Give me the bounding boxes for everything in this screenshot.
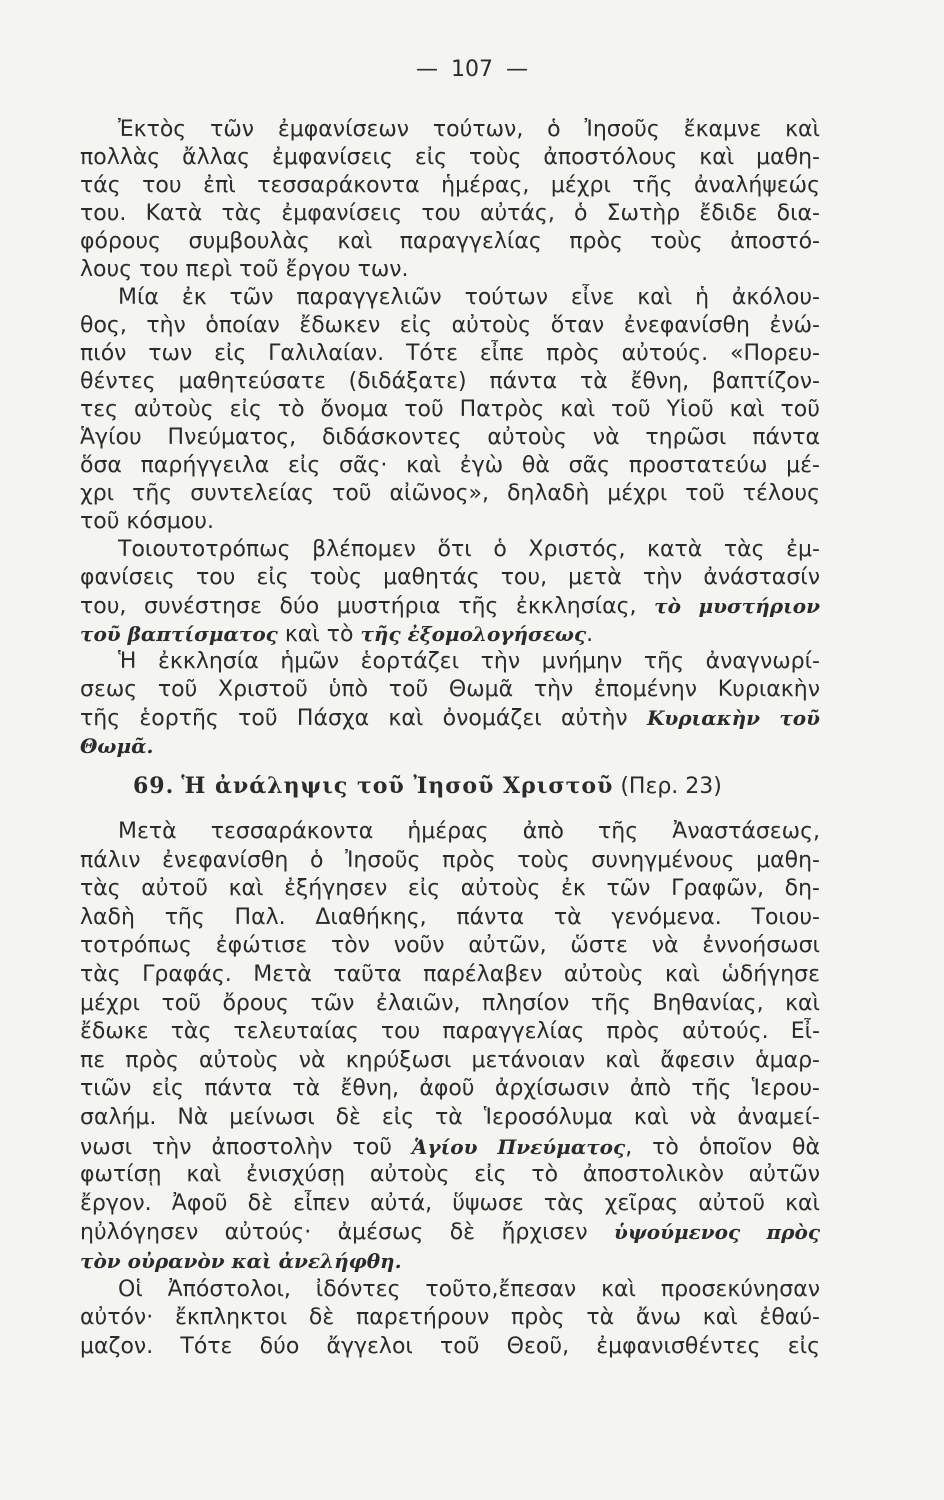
text-segment: ηὐλόγησεν αὐτούς· ἀμέσως δὲ ἤρχισεν bbox=[80, 1220, 615, 1246]
text-segment: πάλιν ἐνεφανίσθη ὁ Ἰησοῦς πρὸς τοὺς συνηγμένους μαθη- bbox=[80, 847, 820, 873]
text-line bbox=[80, 368, 820, 396]
text-line bbox=[80, 1304, 820, 1333]
text-line bbox=[80, 1133, 820, 1162]
emphasis-text: Κυριακὴν τοῦ bbox=[647, 706, 820, 730]
text-segment: , τὸ ὁποῖον θὰ bbox=[625, 1134, 820, 1160]
text-line bbox=[80, 480, 820, 508]
text-segment: τῆς ἑορτῆς τοῦ Πάσχα καὶ ὀνομάζει αὐτὴν bbox=[80, 706, 647, 731]
text-line bbox=[80, 676, 820, 704]
text-line bbox=[80, 1218, 820, 1247]
emphasis-text: τὸ μυστήριον bbox=[654, 594, 820, 618]
text-line bbox=[80, 452, 820, 480]
paragraph bbox=[80, 648, 820, 760]
text-line bbox=[80, 564, 820, 592]
text-segment: λους του περὶ τοῦ ἔργου των. bbox=[80, 257, 409, 282]
text-line bbox=[80, 1161, 820, 1190]
text-line bbox=[80, 1333, 820, 1362]
text-line bbox=[80, 704, 820, 732]
text-line bbox=[80, 1276, 820, 1305]
text-line bbox=[80, 284, 820, 312]
text-line bbox=[80, 200, 820, 228]
text-segment: Οἱ Ἀπόστολοι, ἰδόντες τοῦτο,ἔπεσαν καὶ προσεκύνησαν bbox=[118, 1276, 820, 1302]
text-line bbox=[80, 1075, 820, 1104]
text-segment: τάς του ἐπὶ τεσσαράκοντα ἡμέρας, μέχρι τῆς ἀναλήψεώς bbox=[80, 173, 820, 198]
text-segment: πολλὰς ἄλλας ἐμφανίσεις εἰς τοὺς ἀποστόλους καὶ μαθη- bbox=[80, 145, 820, 170]
text-line bbox=[80, 904, 820, 933]
text-line bbox=[80, 144, 820, 172]
emphasis-text: τοῦ βαπτίσματος bbox=[80, 622, 278, 646]
paragraph bbox=[80, 1276, 820, 1362]
text-segment: χρι τῆς συντελείας τοῦ αἰῶνος», δηλαδὴ μέχρι τοῦ τέλους bbox=[80, 481, 820, 506]
text-segment: . bbox=[586, 622, 594, 647]
text-line bbox=[80, 116, 820, 144]
text-segment: Ἐκτὸς τῶν ἐμφανίσεων τούτων, ὁ Ἰησοῦς ἔκαμνε καὶ bbox=[118, 117, 820, 142]
text-line bbox=[80, 536, 820, 564]
text-line bbox=[80, 1047, 820, 1076]
paragraph bbox=[80, 284, 820, 536]
text-segment: του, συνέστησε δύο μυστήρια τῆς ἐκκλησίας, bbox=[80, 594, 655, 619]
emphasis-text: Θωμᾶ. bbox=[80, 734, 154, 758]
text-segment: καὶ τὸ bbox=[277, 622, 361, 647]
text-line bbox=[80, 620, 820, 648]
text-segment: ἔργον. Ἀφοῦ δὲ εἶπεν αὐτά, ὕψωσε τὰς χεῖρας αὐτοῦ καὶ bbox=[80, 1190, 820, 1216]
text-line bbox=[80, 847, 820, 876]
text-segment: τες αὐτοὺς εἰς τὸ ὄνομα τοῦ Πατρὸς καὶ τοῦ Υἱοῦ καὶ τοῦ bbox=[80, 397, 820, 422]
text-segment: νωσι τὴν ἀποστολὴν τοῦ bbox=[80, 1134, 412, 1160]
chapter-number: 69. bbox=[133, 773, 175, 799]
text-line bbox=[80, 732, 820, 760]
text-line bbox=[80, 1247, 820, 1276]
chapter-reference: (Περ. 23) bbox=[620, 774, 722, 799]
text-segment: θος, τὴν ὁποίαν ἔδωκεν εἰς αὐτοὺς ὅταν ἐνεφανίσθη ἐνώ- bbox=[80, 313, 820, 338]
paragraph bbox=[80, 818, 820, 1276]
text-line bbox=[80, 875, 820, 904]
text-segment: τιῶν εἰς πάντα τὰ ἔθνη, ἀφοῦ ἀρχίσωσιν ἀπὸ τῆς Ἱερου- bbox=[80, 1076, 820, 1102]
text-line bbox=[80, 256, 820, 284]
text-segment: Τοιουτοτρόπως βλέπομεν ὅτι ὁ Χριστός, κατὰ τὰς ἐμ- bbox=[118, 537, 820, 562]
chapter-heading bbox=[133, 771, 833, 801]
text-line bbox=[80, 1104, 820, 1133]
text-column-intro bbox=[80, 116, 820, 760]
text-segment: ἔδωκε τὰς τελευταίας του παραγγελίας πρὸς αὐτούς. Εἶ- bbox=[80, 1019, 820, 1045]
text-segment: τοτρόπως ἐφώτισε τὸν νοῦν αὐτῶν, ὥστε νὰ ἐννοήσωσι bbox=[80, 933, 820, 959]
text-segment: λαδὴ τῆς Παλ. Διαθήκης, πάντα τὰ γενόμενα. Τοιου- bbox=[80, 904, 820, 930]
text-segment: σεως τοῦ Χριστοῦ ὑπὸ τοῦ Θωμᾶ τὴν ἐπομένην Κυριακὴν bbox=[80, 677, 820, 702]
text-column-ascension bbox=[80, 818, 820, 1361]
text-line bbox=[80, 340, 820, 368]
text-segment: τὰς αὐτοῦ καὶ ἐξήγησεν εἰς αὐτοὺς ἐκ τῶν Γραφῶν, δη- bbox=[80, 876, 820, 902]
text-segment: μέχρι τοῦ ὄρους τῶν ἐλαιῶν, πλησίον τῆς Βηθανίας, καὶ bbox=[80, 990, 820, 1016]
text-segment: του. Κατὰ τὰς ἐμφανίσεις του αὐτάς, ὁ Σωτὴρ ἔδιδε δια- bbox=[80, 201, 820, 226]
text-line bbox=[80, 1190, 820, 1219]
emphasis-text: τῆς ἐξομολογήσεως bbox=[360, 622, 587, 646]
text-segment: φωτίσῃ καὶ ἐνισχύσῃ αὐτοὺς εἰς τὸ ἀποστολικὸν αὐτῶν bbox=[80, 1162, 820, 1188]
text-segment: Μία ἐκ τῶν παραγγελιῶν τούτων εἶνε καὶ ἡ ἀκόλου- bbox=[118, 285, 820, 310]
text-line bbox=[80, 228, 820, 256]
text-line bbox=[80, 172, 820, 200]
text-segment: φόρους συμβουλὰς καὶ παραγγελίας πρὸς τοὺς ἀποστό- bbox=[80, 229, 820, 254]
text-segment: μαζον. Τότε δύο ἄγγελοι τοῦ Θεοῦ, ἐμφανισθέντες εἰς bbox=[80, 1333, 820, 1359]
text-segment: Ἁγίου Πνεύματος, διδάσκοντες αὐτοὺς νὰ τηρῶσι πάντα bbox=[80, 425, 820, 450]
emphasis-text: ὑψούμενος πρὸς bbox=[614, 1220, 820, 1245]
emphasis-text: τὸν οὐρανὸν καὶ ἀνελήφθη. bbox=[80, 1248, 402, 1273]
paragraph bbox=[80, 116, 820, 284]
text-segment: αὐτόν· ἔκπληκτοι δὲ παρετήρουν πρὸς τὰ ἄνω καὶ ἐθαύ- bbox=[80, 1305, 820, 1331]
text-line bbox=[80, 424, 820, 452]
text-segment: ὅσα παρήγγειλα εἰς σᾶς· καὶ ἐγὼ θὰ σᾶς προστατεύω μέ- bbox=[80, 453, 820, 478]
text-segment: σαλήμ. Νὰ μείνωσι δὲ εἰς τὰ Ἱεροσόλυμα καὶ νὰ ἀναμεί- bbox=[80, 1104, 820, 1130]
text-line bbox=[80, 648, 820, 676]
text-segment: Μετὰ τεσσαράκοντα ἡμέρας ἀπὸ τῆς Ἀναστάσεως, bbox=[118, 819, 820, 844]
text-line bbox=[80, 990, 820, 1019]
chapter-title: Ἡ ἀνάληψις τοῦ Ἰησοῦ Χριστοῦ bbox=[181, 773, 614, 799]
text-segment: πιόν των εἰς Γαλιλαίαν. Τότε εἶπε πρὸς αὐτούς. «Πορευ- bbox=[80, 341, 820, 366]
text-segment: φανίσεις του εἰς τοὺς μαθητάς του, μετὰ τὴν ἀνάστασίν bbox=[80, 565, 820, 590]
page-number: — 107 — bbox=[416, 57, 528, 82]
text-line bbox=[80, 508, 820, 536]
emphasis-text: Ἁγίου Πνεύματος bbox=[411, 1134, 626, 1159]
text-line bbox=[80, 592, 820, 620]
text-line bbox=[80, 932, 820, 961]
text-line bbox=[80, 1018, 820, 1047]
paragraph bbox=[80, 536, 820, 648]
text-segment: τὰς Γραφάς. Μετὰ ταῦτα παρέλαβεν αὐτοὺς καὶ ὡδήγησε bbox=[80, 961, 820, 987]
text-segment: Ἡ ἐκκλησία ἡμῶν ἑορτάζει τὴν μνήμην τῆς ἀναγνωρί- bbox=[118, 649, 820, 674]
text-line bbox=[80, 312, 820, 340]
text-segment: πε πρὸς αὐτοὺς νὰ κηρύξωσι μετάνοιαν καὶ ἄφεσιν ἁμαρ- bbox=[80, 1047, 820, 1073]
text-line bbox=[80, 961, 820, 990]
text-segment: τοῦ κόσμου. bbox=[80, 509, 214, 534]
text-line bbox=[80, 818, 820, 847]
text-segment: θέντες μαθητεύσατε (διδάξατε) πάντα τὰ ἔθνη, βαπτίζον- bbox=[80, 369, 820, 394]
text-line bbox=[80, 396, 820, 424]
